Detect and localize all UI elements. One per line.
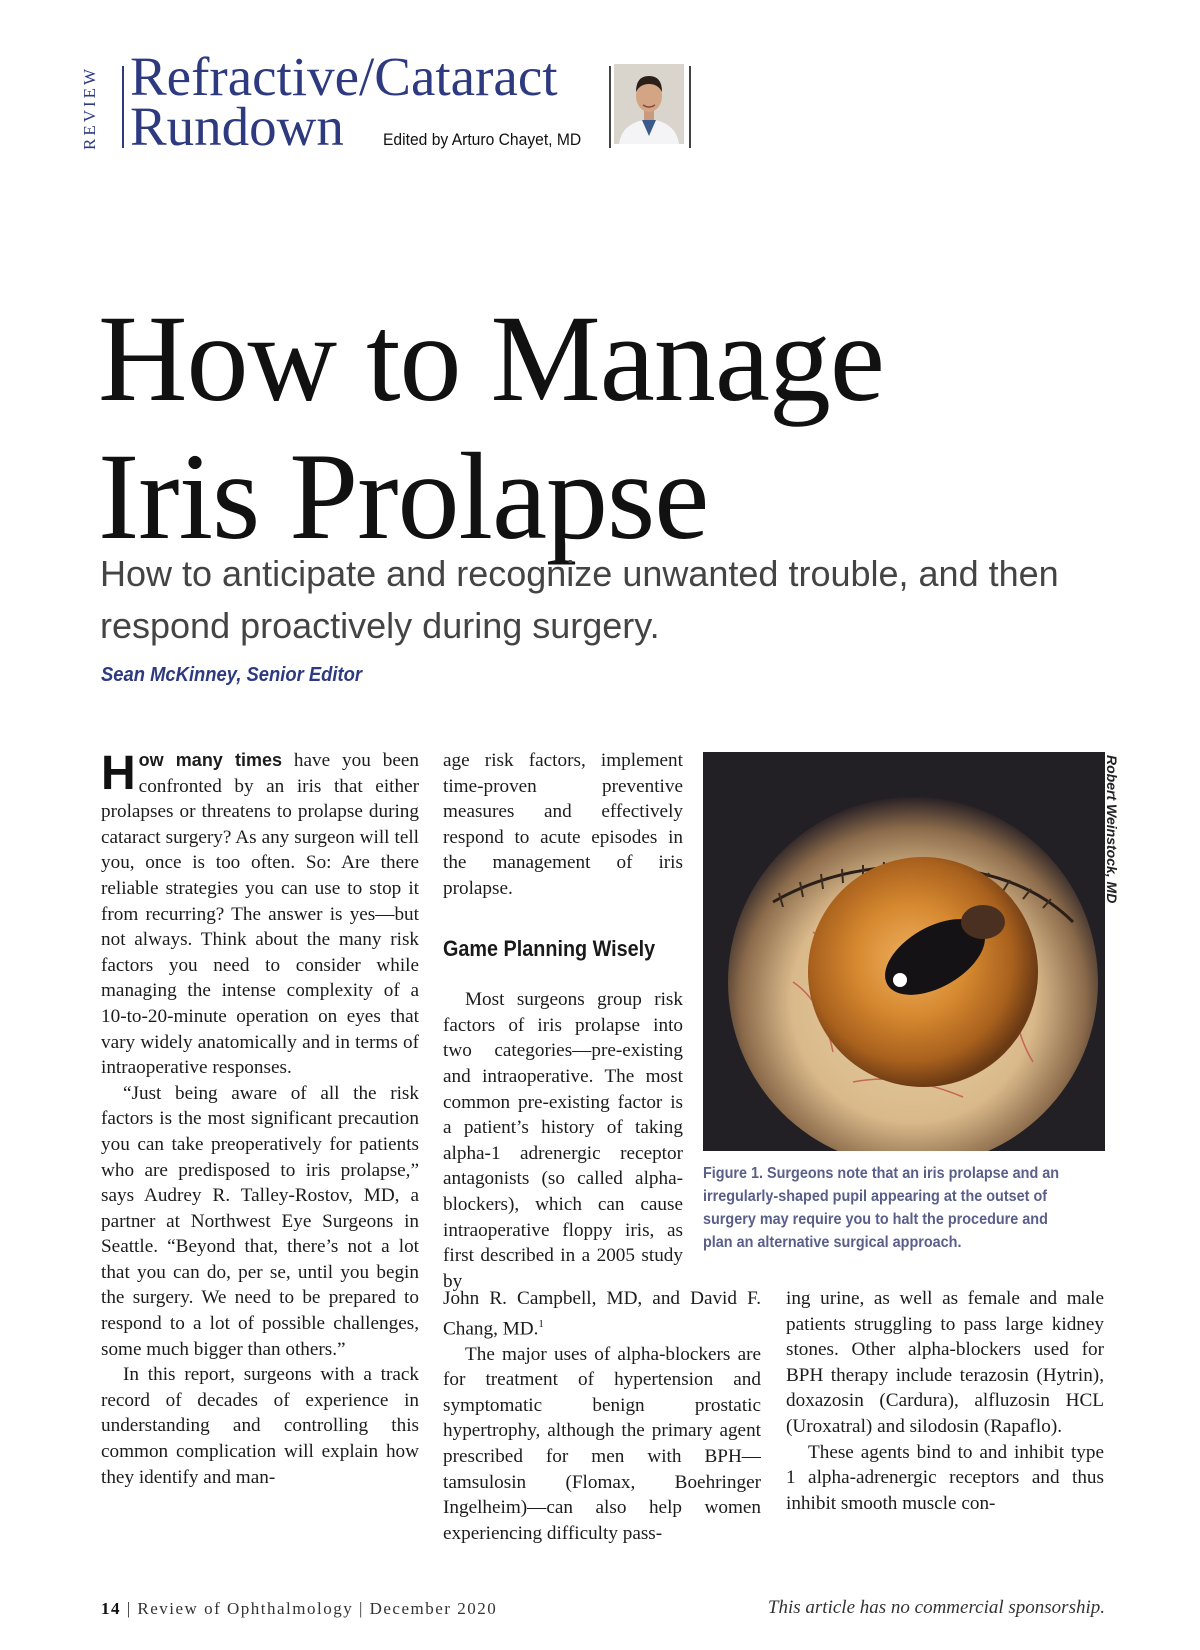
paragraph-citation — [443, 1286, 761, 1342]
article-title-line1: How to Manage — [98, 290, 884, 427]
page-number: 14 — [101, 1599, 121, 1618]
figure-caption: Figure 1. Surgeons note that an iris prolapse and an irregularly-shaped pupil appearing at the outset of surgery may require you to halt the procedure and plan an alternative surgical approach. — [703, 1165, 1060, 1251]
header-divider — [122, 66, 124, 148]
department-title-line2: Rundown — [130, 96, 344, 157]
publication-info: | Review of Ophthalmology | December 2020 — [121, 1599, 498, 1618]
paragraph-alpha-blockers: The major uses of alpha-blockers are for treatment of hypertension and symptomatic benign prostatic hypertrophy, although the primary agent prescribed for men with BPH—tamsulosin (Flomax, Boehringer Ingelheim)—can also help women experiencing difficulty pass- — [443, 1343, 761, 1544]
section-heading: Game Planning Wisely — [443, 935, 656, 961]
department-title-line1: Refractive/Cataract — [130, 46, 558, 107]
editor-credit: Edited by Arturo Chayet, MD — [383, 130, 582, 149]
paragraph-receptors: These agents bind to and inhibit type 1 alpha-adrenergic receptors and thus inhibit smooth muscle con- — [786, 1441, 1104, 1514]
body-column-2-lower — [443, 1286, 761, 1546]
editor-photo — [614, 64, 684, 144]
paragraph-risk-factors: Most surgeons group risk factors of iris prolapse into two categories—pre-existing and intraoperative. The most common pre-existing factor is a patient’s history of taking alpha-1 adrenergic receptor antagonists (so called alpha-blockers), which can cause intraoperative floppy iris, as first described in a 2005 study by — [443, 989, 683, 1292]
section-tag: REVIEW — [80, 65, 99, 150]
article-subtitle: How to anticipate and recognize unwanted trouble, and then respond proactively during surgery. — [100, 553, 1059, 646]
body-column-1 — [101, 748, 419, 1490]
photo-credit: Robert Weinstock, MD — [1104, 755, 1120, 904]
paragraph-report: In this report, surgeons with a track record of decades of experience in understanding and controlling this common complication will explain how they identify and man- — [101, 1364, 419, 1488]
paragraph-intro-text: have you been confronted by an iris that either prolapses or threatens to prolapse during cataract surgery? As any surgeon will tell you, once is too often. So: Are there reliable strategies you can use to stop it from recurring? The answer is yes—but not always. Think about the many risk factors you need to consider while managing the intense complexity of a 10-to-20-minute operation on eyes that vary widely anatomically and in terms of intraoperative responses. — [101, 750, 419, 1079]
figure-eye-photo — [703, 752, 1105, 1151]
photo-divider-left — [609, 66, 611, 148]
eye-surgery-image — [703, 752, 1105, 1151]
author-byline: Sean McKinney, Senior Editor — [101, 664, 363, 686]
article-title-line2: Iris Prolapse — [98, 428, 709, 565]
paragraph-intro — [101, 748, 419, 1081]
reference-marker: 1 — [538, 1317, 544, 1330]
lead-in: ow many times — [138, 750, 282, 770]
paragraph-alpha-blockers-cont: ing urine, as well as female and male patients struggling to pass large kidney stones. Other alpha-blockers used for BPH therapy include terazosin (Hytrin), doxazosin (Cardura), alfluzosin HCL (Uroxatral) and silodosin (Rapaflo). — [786, 1288, 1104, 1437]
paragraph-quote: “Just being aware of all the risk factors is the most significant precaution you can take preoperatively for patients who are predisposed to iris prolapse,” says Audrey R. Talley-Rostov, MD, a partner at Northwest Eye Surgeons in Seattle. “Beyond that, there’s not a lot that you can do, per se, until you begin the surgery. We need to be prepared to respond to a lot of possible challenges, some much bigger than others.” — [101, 1082, 419, 1360]
photo-divider-right — [689, 66, 691, 148]
citation-text: John R. Campbell, MD, and David F. Chang, MD. — [443, 1288, 761, 1339]
drop-cap: H — [101, 747, 136, 800]
paragraph-report-cont: age risk factors, implement time-proven preventive measures and effectively respond to acute episodes in the management of iris prolapse. — [443, 750, 683, 899]
article-title — [98, 290, 998, 566]
body-column-3 — [786, 1286, 1104, 1516]
page-footer — [101, 1599, 497, 1619]
body-column-2-upper — [443, 748, 683, 1294]
editor-portrait-icon — [614, 64, 684, 144]
sponsorship-note: This article has no commercial sponsorship. — [767, 1597, 1105, 1618]
